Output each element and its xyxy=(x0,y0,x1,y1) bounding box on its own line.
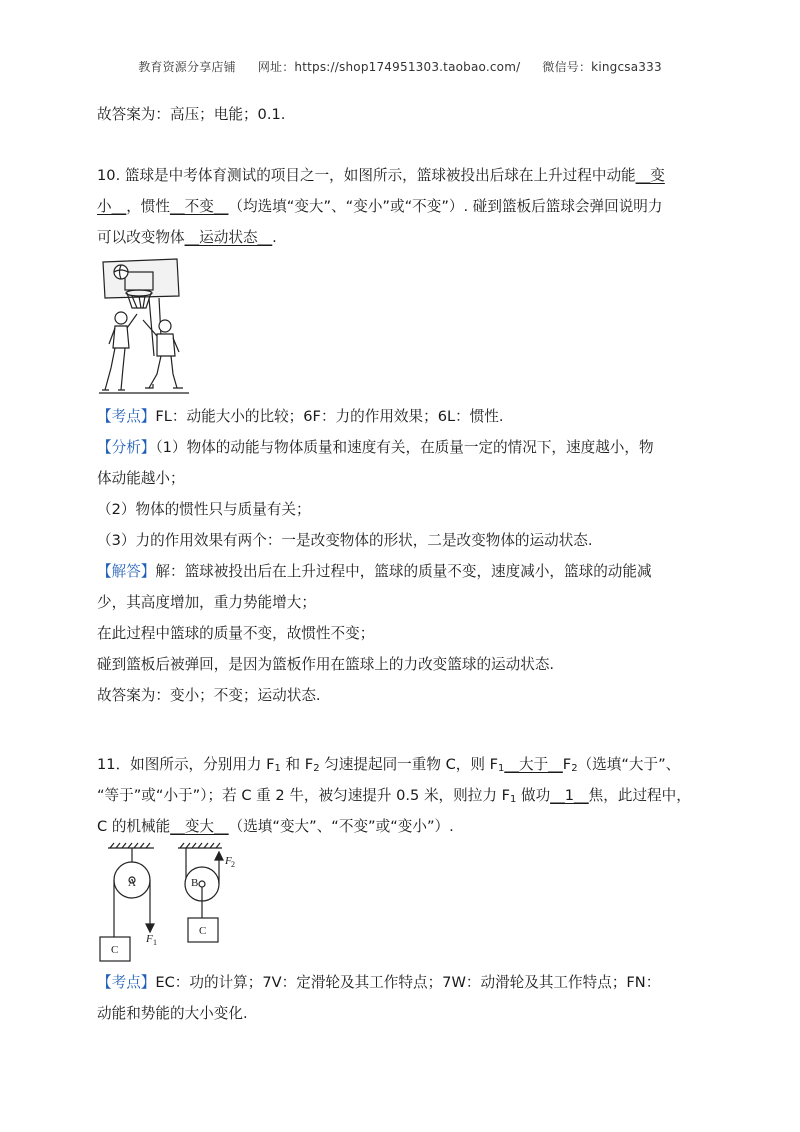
q10-blank-1b: 小__ xyxy=(97,198,127,215)
fenxi-tag: 【分析】 xyxy=(97,439,156,456)
q11-sub-5: 1 xyxy=(509,794,517,805)
q10-stem-3a: 可以改变物体 xyxy=(97,229,185,246)
q10-stem-2a: ，惯性 xyxy=(126,198,170,215)
q11-stem-1c: 匀速提起同一重物 C，则 F xyxy=(319,756,499,773)
q11-line-3 xyxy=(97,811,709,842)
question-10 xyxy=(97,160,709,253)
q10-answer: 故答案为：变小；不变；运动状态. xyxy=(97,687,321,704)
question-11 xyxy=(97,749,709,842)
header-wechat: 微信号：kingcsa333 xyxy=(542,60,662,74)
jieda-tag: 【解答】 xyxy=(97,563,156,580)
label-weight-c1: C xyxy=(111,944,119,956)
q11-line-1 xyxy=(97,749,709,780)
q10-fenxi-1 xyxy=(97,432,709,463)
q10-kaodian xyxy=(97,401,709,432)
jieda-text-1a: 解：篮球被投出后在上升过程中，篮球的质量不变，速度减小，篮球的动能减 xyxy=(155,563,652,580)
label-f2: F xyxy=(225,855,232,867)
q11-sub-4: 2 xyxy=(571,763,578,774)
q11-blank-3: __变大__ xyxy=(170,818,229,835)
pulley-figure xyxy=(96,842,236,964)
q11-stem-2a: “等于”或“小于”）；若 C 重 2 牛，被匀速提升 0.5 米，则拉力 F xyxy=(97,787,510,804)
q11-kaodian-tag: 【考点】 xyxy=(97,974,156,991)
q10-line-1 xyxy=(97,160,709,191)
q10-jieda-3: 碰到篮板后被弹回，是因为篮板作用在篮球上的力改变篮球的运动状态. xyxy=(97,656,555,673)
kaodian-tag: 【考点】 xyxy=(97,408,156,425)
label-f1-sub: 1 xyxy=(153,938,157,947)
prev-answer: 故答案为：高压；电能；0.1. xyxy=(97,106,286,123)
q11-sub-1: 1 xyxy=(274,763,281,774)
q11-blank-1: __大于__ xyxy=(504,756,563,773)
q10-stem-2b: （均选填“变大”、“变小”或“不变”）. 碰到篮板后篮球会弹回说明力 xyxy=(228,198,663,215)
q11-stem-1e: （选填“大于”、 xyxy=(577,756,681,773)
q10-fenxi-2: （2）物体的惯性只与质量有关； xyxy=(97,501,311,518)
prev-answer-block xyxy=(97,99,709,130)
q10-blank-2: __不变__ xyxy=(170,198,229,215)
q10-stem-3b: . xyxy=(272,229,277,246)
q10-analysis xyxy=(97,401,709,711)
q11-stem-2b: 做功 xyxy=(516,787,551,804)
q11-kaodian-1 xyxy=(97,967,709,998)
q11-stem-1b: 和 F xyxy=(280,756,314,773)
fenxi-text-1a: （1）物体的动能与物体质量和速度有关，在质量一定的情况下，速度越小，物 xyxy=(155,439,654,456)
q11-stem-1a: 11．如图所示，分别用力 F xyxy=(97,756,275,773)
q10-blank-1a: __变 xyxy=(635,167,665,184)
page-header xyxy=(0,58,800,75)
basketball-figure xyxy=(99,256,189,394)
q11-line-2 xyxy=(97,780,709,811)
q11-stem-2c: 焦，此过程中， xyxy=(588,787,691,804)
q10-blank-3: __运动状态__ xyxy=(184,229,273,246)
q11-sub-2: 2 xyxy=(313,763,320,774)
label-pulley-a: A xyxy=(128,877,136,889)
q11-stem-3a: C 的机械能 xyxy=(97,818,171,835)
q10-jieda-1b: 少，其高度增加，重力势能增大； xyxy=(97,594,316,611)
kaodian-text: FL：动能大小的比较；6F：力的作用效果；6L：惯性. xyxy=(155,408,504,425)
header-shop: 教育资源分享店铺 xyxy=(138,60,236,74)
q11-blank-2: __1__ xyxy=(550,787,589,804)
q10-line-3 xyxy=(97,222,709,253)
label-f2-sub: 2 xyxy=(231,860,235,869)
q10-fenxi-3: （3）力的作用效果有两个：一是改变物体的形状，二是改变物体的运动状态. xyxy=(97,532,593,549)
header-url: 网址：https://shop174951303.taobao.com/ xyxy=(257,60,521,74)
label-weight-c2: C xyxy=(199,925,207,937)
q10-fenxi-1b: 体动能越小； xyxy=(97,470,185,487)
q10-jieda-2: 在此过程中篮球的质量不变，故惯性不变； xyxy=(97,625,375,642)
q10-jieda-1 xyxy=(97,556,709,587)
label-f1: F xyxy=(146,933,153,945)
label-pulley-b: B xyxy=(191,877,199,889)
q11-stem-1d: F xyxy=(562,756,572,773)
q11-kaodian-text-1: EC：功的计算；7V：定滑轮及其工作特点；7W：动滑轮及其工作特点；FN： xyxy=(155,974,661,991)
q11-kaodian-2: 动能和势能的大小变化. xyxy=(97,1005,248,1022)
q11-analysis xyxy=(97,967,709,1029)
q10-line-2 xyxy=(97,191,709,222)
q11-stem-3b: （选填“变大”、“不变”或“变小”）. xyxy=(228,818,454,835)
q11-sub-3: 1 xyxy=(498,763,505,774)
q10-stem-1: 10. 篮球是中考体育测试的项目之一，如图所示，篮球被投出后球在上升过程中动能 xyxy=(97,167,636,184)
